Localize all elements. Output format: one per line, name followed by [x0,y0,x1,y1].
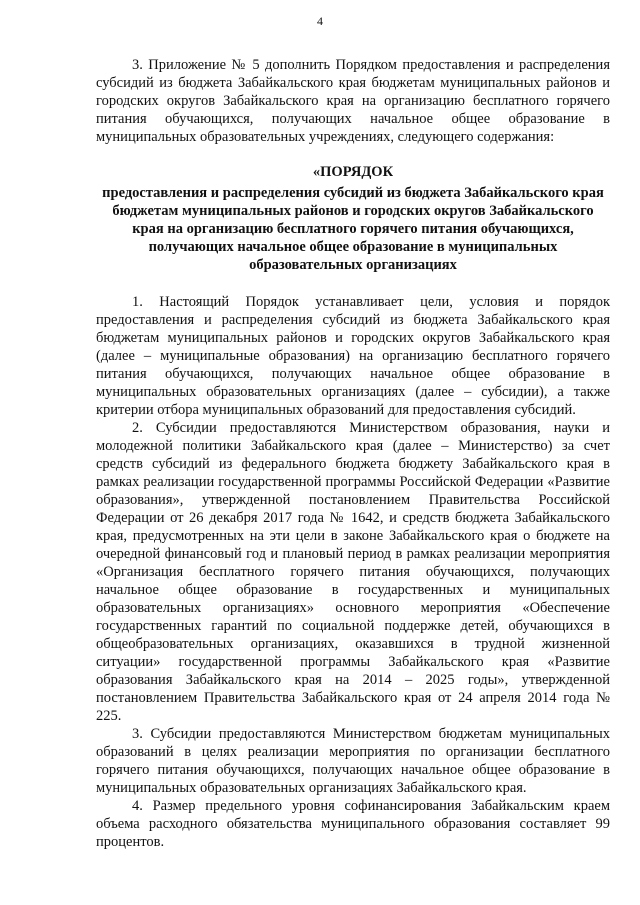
order-title-block [96,163,610,274]
order-title: «ПОРЯДОК [312,164,394,180]
paragraph-1: 1. Настоящий Порядок устанавливает цели, условия и порядок предоставления и распределения субсидий из бюджета Забайкальского края бюджетам муниципальных районов и городских округов Забайкальского края (далее – муниципальные образования) на организацию бесплатного горячего питания обучающихся, получающих начальное общее образование в муниципальных образовательных организациях (далее – субсидии), а также критерии отбора муниципальных образований для предоставления субсидий. [96,294,610,418]
paragraph-3: 3. Субсидии предоставляются Министерством бюджетам муниципальных образований в целях реализации мероприятия по организации бесплатного горячего питания обучающихся, получающих начальное общее образование в муниципальных образовательных организациях Забайкальского края. [96,726,610,796]
order-subtitle: предоставления и распределения субсидий из бюджета Забайкальского края бюджетам муниципальных районов и городских округов Забайкальского края на организацию бесплатного горячего питания обучающихся, получающих начальное общее образование в муниципальных образовательных организациях [102,185,604,273]
intro-paragraph: 3. Приложение № 5 дополнить Порядком предоставления и распределения субсидий из бюджета Забайкальского края бюджетам муниципальных районов и городских округов Забайкальского края на организацию бесплатного горячего питания обучающихся, получающих начальное общее образование в муниципальных образовательных учреждениях, следующего содержания: [96,57,610,145]
paragraph-2: 2. Субсидии предоставляются Министерством образования, науки и молодежной политики Забайкальского края (далее – Министерство) за счет средств субсидий из федерального бюджета бюджету Забайкальского края в рамках реализации государственной программы Российской Федерации «Развитие образования», утвержденной постановлением Правительства Российской Федерации от 26 декабря 2017 года № 1642, и средств бюджета Забайкальского края, предусмотренных на эти цели в законе Забайкальского края о бюджете на очередной финансовый год и плановый период в рамках реализации мероприятия «Организация бесплатного горячего питания обучающихся, получающих начальное общее образование в государственных и муниципальных образовательных организациях» основного мероприятия «Обеспечение государственных гарантий по социальной поддержке детей, обучающихся в общеобразовательных организациях, оказавшихся в трудной жизненной ситуации» государственной программы Забайкальского края «Развитие образования Забайкальского края на 2014 – 2025 годы», утвержденной постановлением Правительства Забайкальского края от 24 апреля 2014 года № 225. [96,420,610,724]
paragraph-4: 4. Размер предельного уровня софинансирования Забайкальским краем объема расходного обязательства муниципального образования составляет 99 процентов. [96,798,610,850]
document-body [96,56,610,851]
page-number: 4 [317,14,323,28]
